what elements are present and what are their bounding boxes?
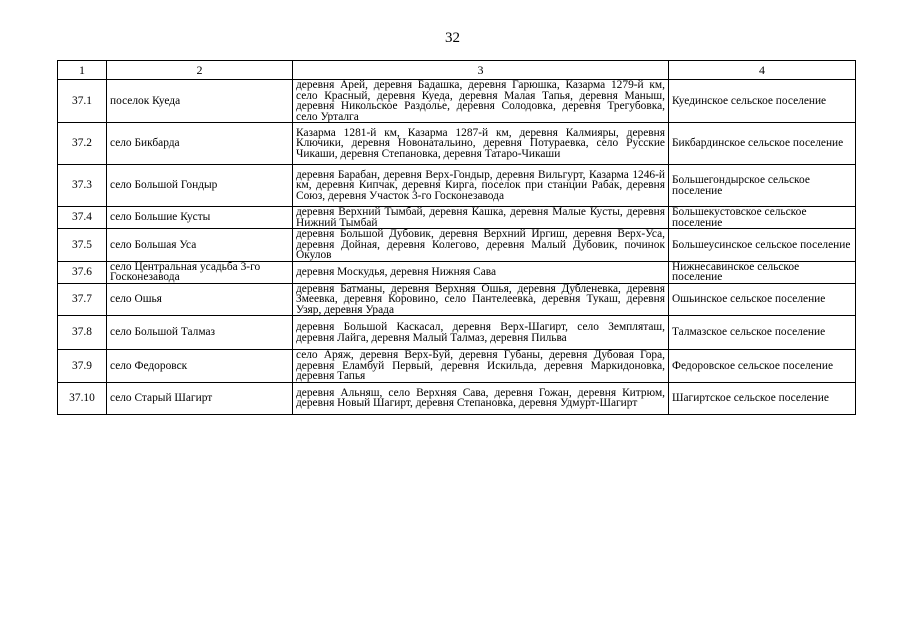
center-settlement: поселок Куеда [107, 80, 293, 123]
rural-settlement: Федоровское сельское поселение [669, 350, 856, 383]
table-row [58, 261, 856, 283]
included-settlements: деревня Большой Каскасал, деревня Верх-Шагирт, село Земпляташ, деревня Лайга, деревня Малый Талмаз, деревня Пильва [293, 316, 669, 350]
center-settlement: село Федоровск [107, 350, 293, 383]
rural-settlement: Куединское сельское поселение [669, 80, 856, 123]
included-settlements: село Аряж, деревня Верх-Буй, деревня Губаны, деревня Дубовая Гора, деревня Еламбуй Первый, деревня Искильда, деревня Маркидоновка, деревня Тапья [293, 350, 669, 383]
included-settlements: Казарма 1281-й км, Казарма 1287-й км, деревня Калмияры, деревня Ключики, деревня Новонатальино, деревня Потураевка, село Русские Чикаши, деревня Степановка, деревня Татаро-Чикаши [293, 123, 669, 165]
included-settlements: деревня Большой Дубовик, деревня Верхний Иргиш, деревня Верх-Уса, деревня Дойная, деревня Колегово, деревня Малый Дубовик, починок Окулов [293, 229, 669, 262]
row-number: 37.7 [58, 283, 107, 316]
rural-settlement: Большегондырское сельское поселение [669, 165, 856, 207]
row-number: 37.9 [58, 350, 107, 383]
center-settlement: село Большая Уса [107, 229, 293, 262]
rural-settlement: Большекустовское сельское поселение [669, 207, 856, 229]
row-number: 37.5 [58, 229, 107, 262]
center-settlement: село Центральная усадьба 3-го Госконезавода [107, 261, 293, 283]
column-header-3: 3 [293, 61, 669, 80]
rural-settlement: Большеусинское сельское поселение [669, 229, 856, 262]
row-number: 37.8 [58, 316, 107, 350]
settlements-table [57, 60, 856, 415]
rural-settlement: Талмазское сельское поселение [669, 316, 856, 350]
column-header-1: 1 [58, 61, 107, 80]
center-settlement: село Ошья [107, 283, 293, 316]
center-settlement: село Большой Талмаз [107, 316, 293, 350]
center-settlement: село Большие Кусты [107, 207, 293, 229]
row-number: 37.1 [58, 80, 107, 123]
rural-settlement: Шагиртское сельское поселение [669, 382, 856, 414]
rural-settlement: Ошьинское сельское поселение [669, 283, 856, 316]
center-settlement: село Бикбарда [107, 123, 293, 165]
table-row [58, 283, 856, 316]
table-row [58, 207, 856, 229]
table-row [58, 123, 856, 165]
table-row [58, 229, 856, 262]
column-header-4: 4 [669, 61, 856, 80]
row-number: 37.10 [58, 382, 107, 414]
row-number: 37.2 [58, 123, 107, 165]
table-row [58, 350, 856, 383]
included-settlements: деревня Москудья, деревня Нижняя Сава [293, 261, 669, 283]
table-row [58, 80, 856, 123]
rural-settlement: Бикбардинское сельское поселение [669, 123, 856, 165]
table-row [58, 316, 856, 350]
included-settlements: деревня Альняш, село Верхняя Сава, деревня Гожан, деревня Китрюм, деревня Новый Шагирт, деревня Степановка, деревня Удмурт-Шагирт [293, 382, 669, 414]
included-settlements: деревня Верхний Тымбай, деревня Кашка, деревня Малые Кусты, деревня Нижний Тымбай [293, 207, 669, 229]
center-settlement: село Старый Шагирт [107, 382, 293, 414]
rural-settlement: Нижнесавинское сельское поселение [669, 261, 856, 283]
table-row [58, 165, 856, 207]
center-settlement: село Большой Гондыр [107, 165, 293, 207]
row-number: 37.4 [58, 207, 107, 229]
column-header-2: 2 [107, 61, 293, 80]
included-settlements: деревня Батманы, деревня Верхняя Ошья, деревня Дубленевка, деревня Змеевка, деревня Коровино, село Пантелеевка, деревня Тукаш, деревня Узяр, деревня Урада [293, 283, 669, 316]
row-number: 37.6 [58, 261, 107, 283]
table-header-row [58, 61, 856, 80]
included-settlements: деревня Барабан, деревня Верх-Гондыр, деревня Вильгурт, Казарма 1246-й км, деревня Кипчак, деревня Кирга, поселок при станции Рабак, деревня Союз, деревня Участок 3-го Госконезавода [293, 165, 669, 207]
included-settlements: деревня Арей, деревня Бадашка, деревня Гарюшка, Казарма 1279-й км, село Красный, деревня Куеда, деревня Малая Тапья, деревня Маныш, деревня Никольское Раздолье, деревня Солодовка, деревня Трегубовка, село Урталга [293, 80, 669, 123]
table-row [58, 382, 856, 414]
page-number: 32 [445, 30, 460, 46]
row-number: 37.3 [58, 165, 107, 207]
